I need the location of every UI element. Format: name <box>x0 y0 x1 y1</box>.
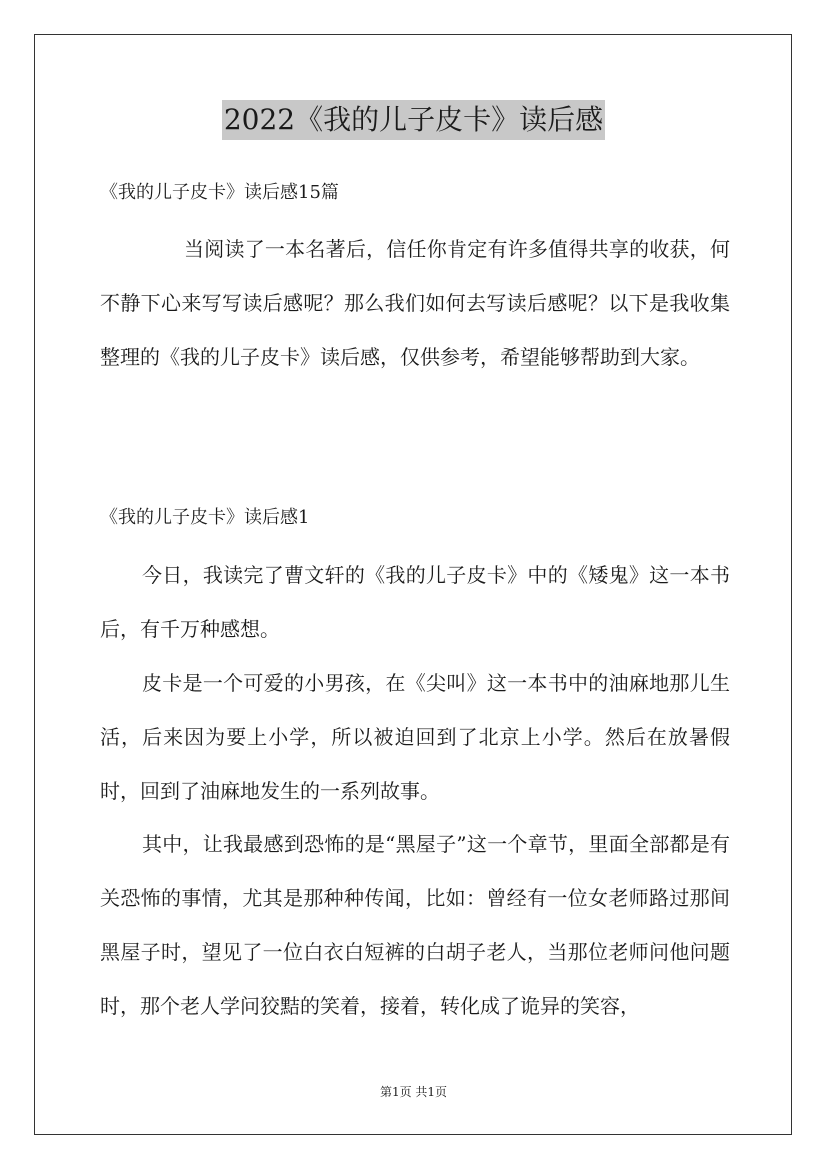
body-paragraph-2: 皮卡是一个可爱的小男孩，在《尖叫》这一本书中的油麻地那儿生活，后来因为要上小学，所以被迫回到了北京上小学。然后在放暑假时，回到了油麻地发生的一系列故事。 <box>100 671 730 803</box>
body-paragraph-3: 其中，让我最感到恐怖的是“黑屋子”这一个章节，里面全部都是有关恐怖的事情，尤其是那种种传闻，比如：曾经有一位女老师路过那间黑屋子时，望见了一位白衣白短裤的白胡子老人，当那位老师问他问题时，那个老人学问狡黠的笑着，接着，转化成了诡异的笑容， <box>100 832 730 1018</box>
body-paragraph-1: 今日，我读完了曹文轩的《我的儿子皮卡》中的《矮鬼》这一本书后，有千万种感想。 <box>100 563 730 641</box>
intro-paragraph <box>100 222 730 384</box>
page-footer: 第1页 共1页 <box>379 1085 448 1099</box>
title-container <box>0 100 827 140</box>
intro-text: 当阅读了一本名著后，信任你肯定有许多值得共享的收获，何不静下心来写写读后感呢？那么我们如何去写读后感呢？以下是我收集整理的《我的儿子皮卡》读后感，仅供参考，希望能够帮助到大家。 <box>100 237 730 369</box>
section-heading: 《我的儿子皮卡》读后感1 <box>100 507 310 528</box>
document-subtitle: 《我的儿子皮卡》读后感15篇 <box>100 182 339 203</box>
document-title: 2022《我的儿子皮卡》读后感 <box>222 100 605 140</box>
